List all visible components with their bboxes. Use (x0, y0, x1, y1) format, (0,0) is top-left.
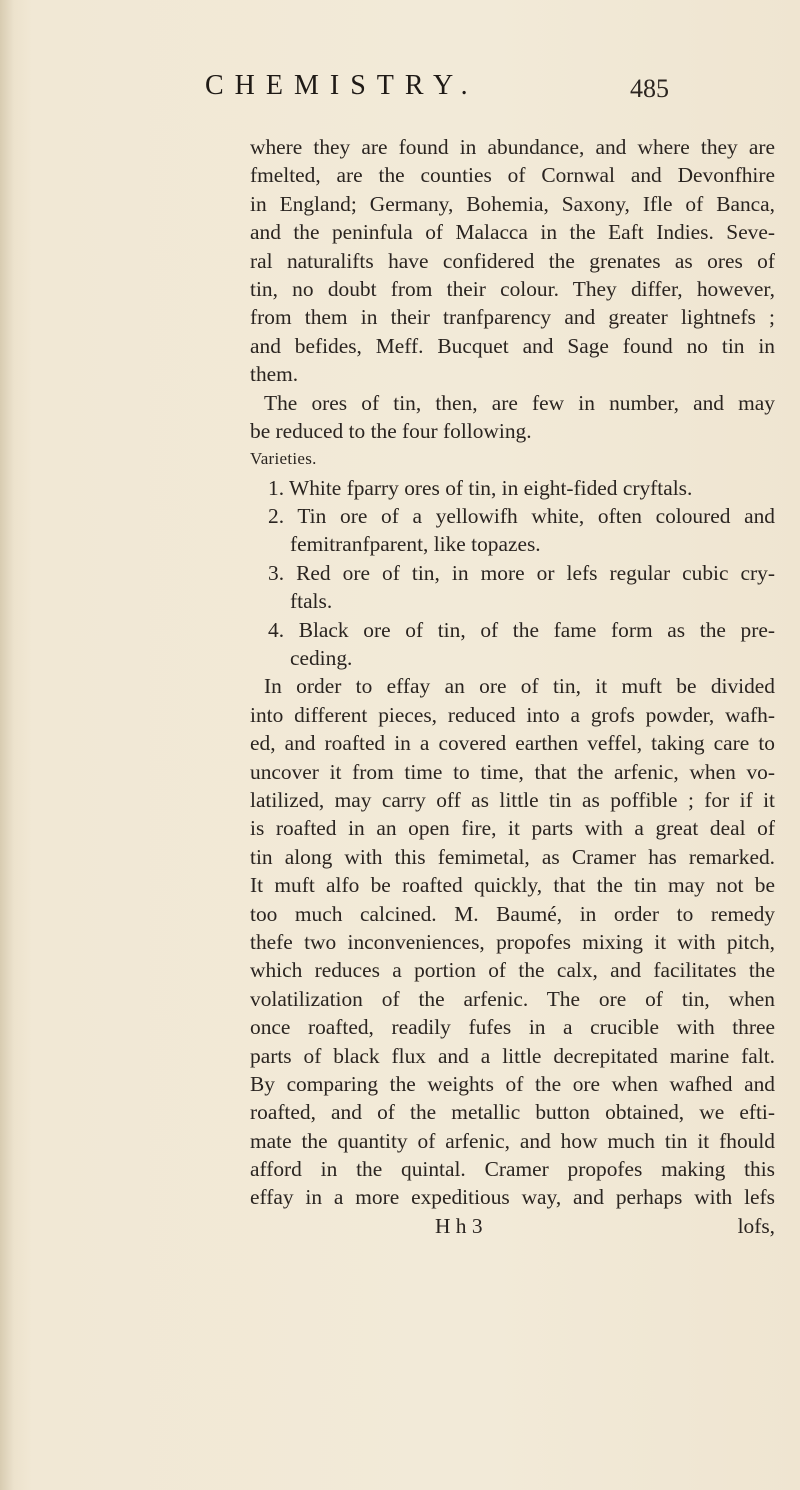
paragraph-1 (250, 133, 775, 389)
text-line: afford in the quintal. Cramer propofes making this (250, 1157, 775, 1182)
text-line: ed, and roafted in a covered earthen veffel, taking care to (250, 731, 775, 756)
paragraph-3 (250, 672, 775, 1211)
text-line: By comparing the weights of the ore when wafhed and (250, 1071, 775, 1096)
text-line: and the peninfula of Malacca in the Eaft Indies. Seve- (250, 220, 775, 245)
list-item-text: 1. White fparry ores of tin, in eight-fided cryftals. (268, 475, 693, 500)
text-line: from them in their tranfparency and greater lightnefs ; (250, 305, 775, 330)
list-item-text: 2. Tin ore of a yellowifh white, often coloured and (268, 504, 775, 529)
text-line: which reduces a portion of the calx, and facilitates the (250, 958, 775, 983)
text-line: mate the quantity of arfenic, and how much tin it fhould (250, 1128, 775, 1153)
text-line: and befides, Meff. Bucquet and Sage found no tin in (250, 333, 775, 358)
list-item-continuation: ceding. (290, 646, 353, 671)
text-line: uncover it from time to time, that the arfenic, when vo- (250, 759, 775, 784)
catchword: lofs, (737, 1213, 775, 1238)
text-line: parts of black flux and a little decrepitated marine falt. (250, 1043, 775, 1068)
list-item-text: 3. Red ore of tin, in more or lefs regular cubic cry- (268, 560, 775, 585)
paragraph-2 (250, 389, 775, 446)
text-line: tin along with this femimetal, as Cramer has remarked. (250, 844, 775, 869)
list-item (250, 616, 775, 673)
text-line: latilized, may carry off as little tin as poffible ; for if it (250, 787, 775, 812)
text-line: It muft alfo be roafted quickly, that the tin may not be (250, 873, 775, 898)
text-line: be reduced to the four following. (250, 418, 532, 443)
varieties-list (250, 474, 775, 673)
text-line: into different pieces, reduced into a grofs powder, wafh- (250, 702, 775, 727)
running-header (205, 70, 745, 110)
signature-mark: H h 3 (435, 1213, 483, 1238)
text-line: In order to effay an ore of tin, it muft be divided (264, 674, 775, 699)
list-item-text: 4. Black ore of tin, of the fame form as the pre- (268, 617, 775, 642)
page-number: 485 (630, 74, 669, 103)
text-line: The ores of tin, then, are few in number, and may (264, 390, 775, 415)
text-line: ral naturalifts have confidered the grenates as ores of (250, 248, 775, 273)
text-line: tin, no doubt from their colour. They differ, however, (250, 276, 775, 301)
text-line: effay in a more expeditious way, and perhaps with lefs (250, 1185, 775, 1210)
list-item (250, 474, 775, 502)
text-line: once roafted, readily fufes in a crucible with three (250, 1015, 775, 1040)
text-line: fmelted, are the counties of Cornwal and Devonfhire (250, 163, 775, 188)
list-item-continuation: ftals. (290, 589, 333, 614)
text-line: volatilization of the arfenic. The ore of tin, when (250, 986, 775, 1011)
text-line: them. (250, 362, 299, 387)
page-body (250, 133, 775, 1240)
bottom-margin (0, 1440, 800, 1490)
text-line: thefe two inconveniences, propofes mixing it with pitch, (250, 929, 775, 954)
text-line: where they are found in abundance, and where they are (250, 135, 775, 159)
page-gutter-shadow (0, 0, 14, 1490)
text-line: roafted, and of the metallic button obtained, we efti- (250, 1100, 775, 1125)
text-line: is roafted in an open fire, it parts with a great deal of (250, 816, 775, 841)
text-line: too much calcined. M. Baumé, in order to remedy (250, 901, 775, 926)
list-item (250, 502, 775, 559)
running-title: CHEMISTRY. (205, 70, 479, 101)
page-footer (250, 1212, 775, 1240)
list-item (250, 559, 775, 616)
text-line: in England; Germany, Bohemia, Saxony, Ifle of Banca, (250, 191, 775, 216)
varieties-heading: Varieties. (250, 449, 317, 469)
list-item-continuation: femitranfparent, like topazes. (290, 532, 541, 557)
